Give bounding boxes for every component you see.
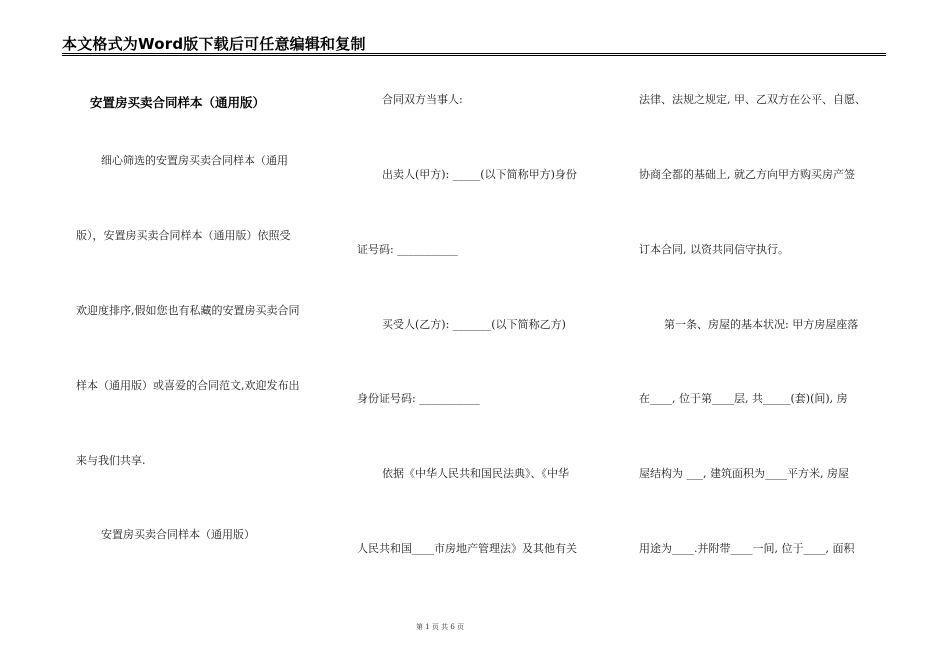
text-line: 欢迎度排序,假如您也有私藏的安置房买卖合同 xyxy=(76,304,300,317)
text-line: 屋结构为 ___, 建筑面积为____平方米, 房屋 xyxy=(639,467,849,480)
text-line: 依据《中华人民共和国民法典》、《中华 xyxy=(382,467,569,480)
header-rule-bottom xyxy=(62,55,886,56)
text-line: 用途为____.并附带____一间, 位于____, 面积 xyxy=(639,542,855,555)
text-line: 样本（通用版）或喜爱的合同范文,欢迎发布出 xyxy=(76,379,300,392)
text-line: 版），安置房买卖合同样本（通用版）依照受 xyxy=(76,229,291,242)
text-line: 来与我们共享. xyxy=(76,454,146,467)
page-number-footer: 第 1 页 共 6 页 xyxy=(415,623,465,631)
text-line: 证号码: ___________ xyxy=(357,243,458,256)
text-line: 买受人(乙方): _______(以下简称乙方) xyxy=(382,318,566,331)
text-line: 合同双方当事人: xyxy=(382,93,463,106)
text-line: 细心筛选的安置房买卖合同样本（通用 xyxy=(101,154,288,167)
banner-title: 本文格式为Word版下载后可任意编辑和复制 xyxy=(62,35,366,53)
text-line: 身份证号码: ___________ xyxy=(357,392,480,405)
text-line: 出卖人(甲方): _____(以下简称甲方)身份 xyxy=(382,168,577,181)
text-line: 订本合同, 以资共同信守执行。 xyxy=(639,243,789,256)
section-heading: 安置房买卖合同样本（通用版） xyxy=(101,528,255,541)
document-title: 安置房买卖合同样本（通用版） xyxy=(90,95,266,110)
text-line: 人民共和国____市房地产管理法》及其他有关 xyxy=(357,542,577,555)
text-line: 协商全都的基础上, 就乙方向甲方购买房产签 xyxy=(639,168,855,181)
text-line: 在____, 位于第____层, 共_____(套)(间), 房 xyxy=(639,392,848,405)
header-rule-top xyxy=(62,53,886,54)
text-line: 第一条、房屋的基本状况: 甲方房屋座落 xyxy=(664,318,859,331)
text-line: 法律、法规之规定, 甲、乙双方在公平、自愿、 xyxy=(639,93,866,106)
